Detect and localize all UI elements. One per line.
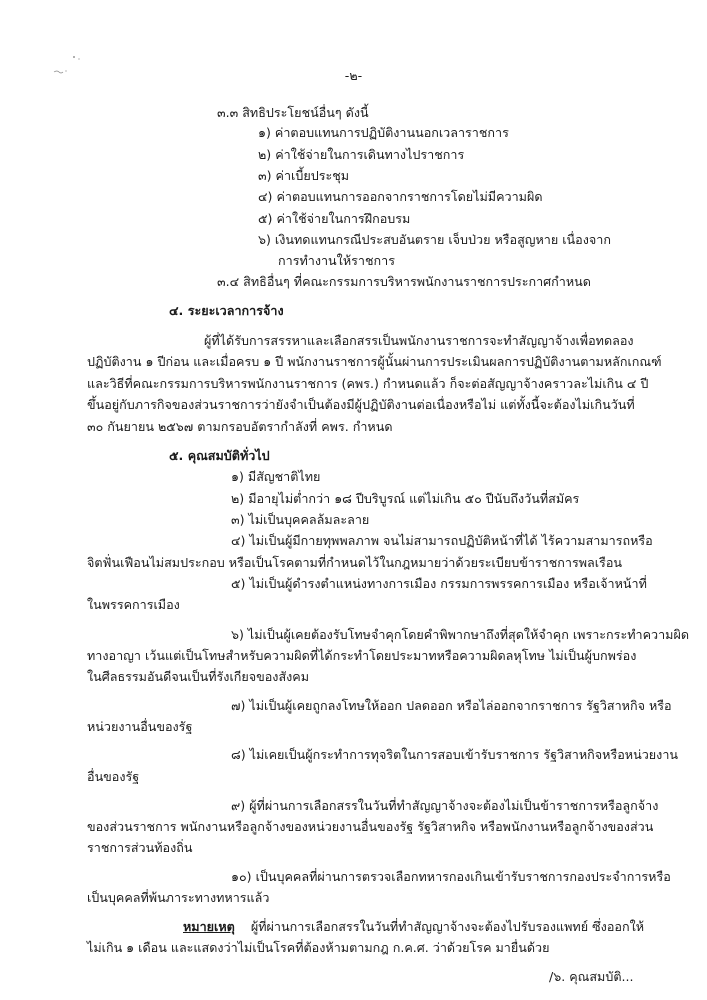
item-3-4: ๓.๔ สิทธิอื่นๆ ที่คณะกรรมการบริหารพนักงานราชการประกาศกำหนด xyxy=(217,274,591,289)
benefit-item-continued: การทำงานให้ราชการ xyxy=(278,253,395,268)
qualification-item-continued: ในพรรคการเมือง xyxy=(87,597,180,612)
paragraph-line: และวิธีที่คณะกรรมการบริหารพนักงานราชการ (คพร.) กำหนดแล้ว ก็จะต่อสัญญาจ้างคราวละไม่เกิน ๔ ปี xyxy=(87,376,649,391)
qualification-item-continued: ทางอาญา เว้นแต่เป็นโทษสำหรับความผิดที่ได้กระทำโดยประมาทหรือความผิดลหุโทษ ไม่เป็นผู้บกพร่อง xyxy=(87,648,637,663)
qualification-item-continued: อื่นของรัฐ xyxy=(87,769,140,784)
qualification-item: ๓) ไม่เป็นบุคคลล้มละลาย xyxy=(231,512,370,527)
qualification-item-continued: หน่วยงานอื่นของรัฐ xyxy=(87,719,193,734)
paragraph-line: ผู้ที่ได้รับการสรรหาและเลือกสรรเป็นพนักงานราชการจะทำสัญญาจ้างเพื่อทดลอง xyxy=(204,333,634,348)
qualification-item: ๘) ไม่เคยเป็นผู้กระทำการทุจริตในการสอบเข้ารับราชการ รัฐวิสาหกิจหรือหน่วยงาน xyxy=(231,747,678,762)
section-4-heading: ๔. ระยะเวลาการจ้าง xyxy=(169,303,284,318)
continuation-note: /๖. คุณสมบัติ... xyxy=(549,969,634,984)
qualification-item: ๕) ไม่เป็นผู้ดำรงตำแหน่งทางการเมือง กรรมการพรรคการเมือง หรือเจ้าหน้าที่ xyxy=(231,576,647,591)
qualification-item: ๑) มีสัญชาติไทย xyxy=(231,469,321,484)
qualification-item: ๔) ไม่เป็นผู้มีกายทุพพลภาพ จนไม่สามารถปฏิบัติหน้าที่ได้ ไร้ความสามารถหรือ xyxy=(231,533,653,548)
section-5-heading: ๕. คุณสมบัติทั่วไป xyxy=(169,448,270,463)
benefit-item: ๔) ค่าตอบแทนการออกจากราชการโดยไม่มีความผิด xyxy=(258,189,543,204)
qualification-item-continued: จิตฟั่นเฟือนไม่สมประกอบ หรือเป็นโรคตามที่กำหนดไว้ในกฎหมายว่าด้วยระเบียบข้าราชการพลเรือน xyxy=(87,555,622,570)
qualification-item: ๙) ผู้ที่ผ่านการเลือกสรรในวันที่ทำสัญญาจ้างจะต้องไม่เป็นข้าราชการหรือลูกจ้าง xyxy=(231,798,659,813)
benefit-item: ๖) เงินทดแทนกรณีประสบอันตราย เจ็บป่วย หรือสูญหาย เนื่องจาก xyxy=(258,232,611,247)
paragraph-line: ปฏิบัติงาน ๑ ปีก่อน และเมื่อครบ ๑ ปี พนักงานราชการผู้นั้นผ่านการประเมินผลการปฏิบัติงานตามหลักเกณฑ์ xyxy=(87,354,662,369)
qualification-item-continued: ของส่วนราชการ พนักงานหรือลูกจ้างของหน่วยงานอื่นของรัฐ รัฐวิสาหกิจ หรือพนักงานหรือลูกจ้างของส่วน xyxy=(87,819,654,834)
qualification-item: ๑๐) เป็นบุคคลที่ผ่านการตรวจเลือกทหารกองเกินเข้ารับราชการกองประจำการหรือ xyxy=(231,869,671,884)
remark-line-1 xyxy=(183,918,644,936)
qualification-item-continued: ในศีลธรรมอันดีจนเป็นที่รังเกียจของสังคม xyxy=(87,669,310,684)
qualification-item: ๖) ไม่เป็นผู้เคยต้องรับโทษจำคุกโดยคำพิพากษาถึงที่สุดให้จำคุก เพราะกระทำความผิด xyxy=(231,627,690,642)
remark-line-2: ไม่เกิน ๑ เดือน และแสดงว่าไม่เป็นโรคที่ต้องห้ามตามกฎ ก.ค.ศ. ว่าด้วยโรค มายื่นด้วย xyxy=(87,940,550,955)
benefit-item: ๓) ค่าเบี้ยประชุม xyxy=(258,168,350,183)
item-3-3-title: ๓.๓ สิทธิประโยชน์อื่นๆ ดังนี้ xyxy=(217,105,369,120)
paragraph-line: ขึ้นอยู่กับภารกิจของส่วนราชการว่ายังจำเป็นต้องมีผู้ปฏิบัติงานต่อเนื่องหรือไม่ แต่ทั้งนี้จะต้องไม่เกินวันที่ xyxy=(87,397,635,412)
qualification-item-continued: ราชการส่วนท้องถิ่น xyxy=(87,840,193,855)
page-number: -๒- xyxy=(344,68,363,83)
benefit-item: ๑) ค่าตอบแทนการปฏิบัติงานนอกเวลาราชการ xyxy=(258,125,509,140)
remark-label: หมายเหตุ xyxy=(183,919,235,934)
benefit-item: ๕) ค่าใช้จ่ายในการฝึกอบรม xyxy=(258,211,411,226)
paragraph-line: ๓๐ กันยายน ๒๕๖๗ ตามกรอบอัตรากำลังที่ คพร. กำหนด xyxy=(87,419,393,434)
qualification-item-continued: เป็นบุคคลที่พ้นภาระทางทหารแล้ว xyxy=(87,890,270,905)
qualification-item: ๒) มีอายุไม่ต่ำกว่า ๑๘ ปีบริบูรณ์ แต่ไม่เกิน ๕๐ ปีนับถึงวันที่สมัคร xyxy=(231,491,580,506)
remark-text: ผู้ที่ผ่านการเลือกสรรในวันที่ทำสัญญาจ้างจะต้องไปรับรองแพทย์ ซึ่งออกให้ xyxy=(250,919,645,934)
qualification-item: ๗) ไม่เป็นผู้เคยถูกลงโทษให้ออก ปลดออก หรือไล่ออกจากราชการ รัฐวิสาหกิจ หรือ xyxy=(231,698,672,713)
benefit-item: ๒) ค่าใช้จ่ายในการเดินทางไปราชการ xyxy=(258,147,465,162)
